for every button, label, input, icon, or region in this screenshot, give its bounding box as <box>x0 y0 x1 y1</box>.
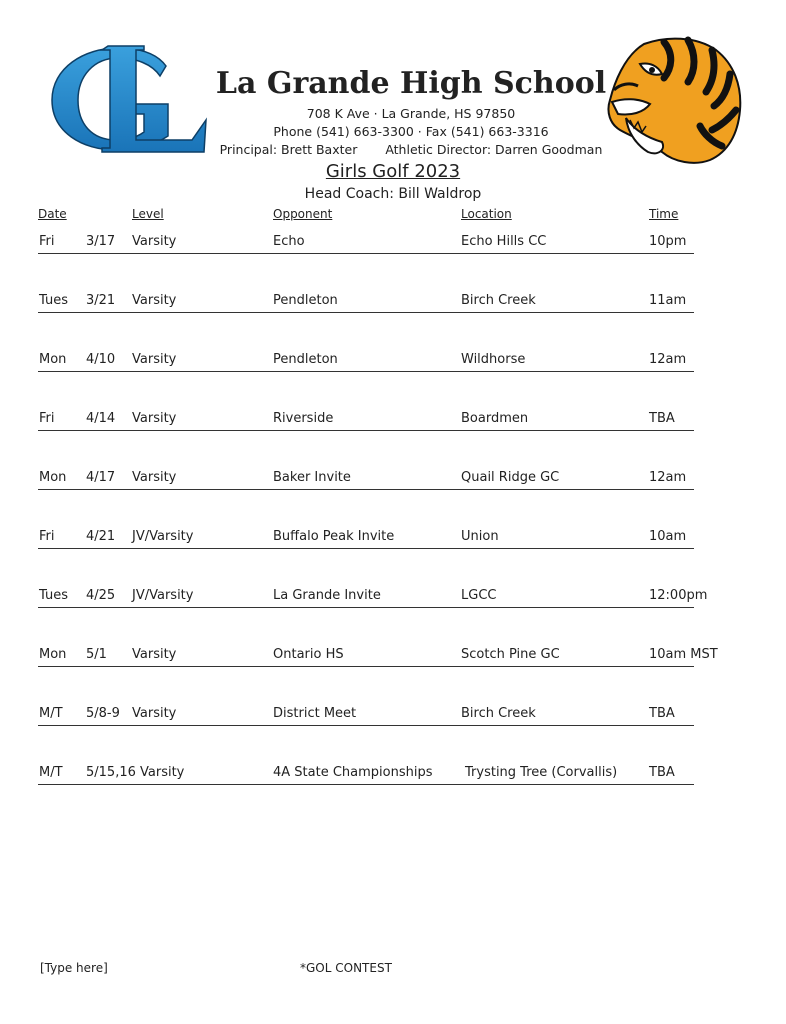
row-underline <box>38 371 694 372</box>
header-time: Time <box>649 207 679 221</box>
cell-date: 4/21 <box>86 529 116 544</box>
cell-day: Fri <box>39 529 55 544</box>
cell-location: Echo Hills CC <box>461 234 547 249</box>
cell-time: 12am <box>649 352 687 367</box>
cell-level: Varsity <box>132 470 177 485</box>
cell-day: Mon <box>39 470 67 485</box>
cell-date: 5/8-9 <box>86 706 120 721</box>
cell-time: TBA <box>649 765 675 780</box>
cell-date: 4/14 <box>86 411 116 426</box>
cell-day: M/T <box>39 706 63 721</box>
sport-title: Girls Golf 2023 <box>325 161 461 182</box>
cell-location: Boardmen <box>461 411 529 426</box>
cell-opponent: Ontario HS <box>273 647 344 662</box>
cell-day: Tues <box>39 293 68 308</box>
footer-note: *GOL CONTEST <box>300 961 392 975</box>
cell-level: Varsity <box>132 234 177 249</box>
cell-opponent: Baker Invite <box>273 470 351 485</box>
table-row <box>36 470 686 490</box>
cell-opponent: District Meet <box>273 706 357 721</box>
row-underline <box>38 607 694 608</box>
cell-time: 12am <box>649 470 687 485</box>
cell-date: 4/10 <box>86 352 116 367</box>
cell-time: 10pm <box>649 234 687 249</box>
cell-level: Varsity <box>132 647 177 662</box>
table-row <box>36 529 686 549</box>
row-underline <box>38 548 694 549</box>
table-row <box>36 293 686 313</box>
table-row <box>36 765 686 785</box>
cell-time: 10am MST <box>649 647 718 662</box>
table-row <box>36 234 686 254</box>
header-date: Date <box>38 207 67 221</box>
cell-opponent: Buffalo Peak Invite <box>273 529 395 544</box>
table-row <box>36 411 686 431</box>
cell-time: 11am <box>649 293 687 308</box>
row-underline <box>38 489 694 490</box>
cell-opponent: Echo <box>273 234 305 249</box>
cell-level: Varsity <box>132 352 177 367</box>
row-underline <box>38 666 694 667</box>
cell-time: TBA <box>649 706 675 721</box>
cell-date: 3/21 <box>86 293 116 308</box>
table-row <box>36 706 686 726</box>
school-address: 708 K Ave · La Grande, HS 97850 <box>306 106 516 121</box>
row-underline <box>38 312 694 313</box>
cell-opponent: Riverside <box>273 411 334 426</box>
table-row <box>36 588 708 608</box>
cell-level: Varsity <box>132 411 177 426</box>
cell-date: 5/1 <box>86 647 107 662</box>
school-contact: Phone (541) 663-3300 · Fax (541) 663-3316 <box>273 124 549 139</box>
cell-day: Fri <box>39 234 55 249</box>
cell-day: Mon <box>39 352 67 367</box>
cell-date: 4/25 <box>86 588 116 603</box>
cell-location: Birch Creek <box>461 706 536 721</box>
cell-level: JV/Varsity <box>132 529 194 544</box>
cell-level: JV/Varsity <box>132 588 194 603</box>
cell-location: LGCC <box>461 588 497 603</box>
cell-opponent: La Grande Invite <box>273 588 381 603</box>
staff-line <box>0 142 786 157</box>
cell-level: Varsity <box>132 706 177 721</box>
cell-time: 12:00pm <box>649 588 708 603</box>
cell-location: Union <box>461 529 499 544</box>
athletic-director: Athletic Director: Darren Goodman <box>385 142 603 157</box>
school-name: La Grande High School <box>215 66 607 101</box>
cell-opponent: Pendleton <box>273 352 338 367</box>
row-underline <box>38 430 694 431</box>
principal: Principal: Brett Baxter <box>219 142 358 157</box>
cell-time: TBA <box>649 411 675 426</box>
cell-day: M/T <box>39 765 63 780</box>
cell-date: 3/17 <box>86 234 116 249</box>
head-coach: Head Coach: Bill Waldrop <box>304 186 482 202</box>
table-row <box>36 647 718 667</box>
row-underline <box>38 725 694 726</box>
row-underline <box>38 253 694 254</box>
cell-location: Scotch Pine GC <box>461 647 560 662</box>
cell-date: 5/15,16 <box>86 765 136 780</box>
cell-day: Tues <box>39 588 68 603</box>
cell-level: Varsity <box>140 765 185 780</box>
cell-opponent: Pendleton <box>273 293 338 308</box>
cell-day: Fri <box>39 411 55 426</box>
cell-location: Wildhorse <box>461 352 526 367</box>
cell-location: Trysting Tree (Corvallis) <box>465 765 618 780</box>
cell-location: Birch Creek <box>461 293 536 308</box>
cell-day: Mon <box>39 647 67 662</box>
cell-date: 4/17 <box>86 470 116 485</box>
header-opponent: Opponent <box>273 207 333 221</box>
table-row <box>36 352 686 372</box>
cell-location: Quail Ridge GC <box>461 470 560 485</box>
footer-placeholder: [Type here] <box>40 961 108 975</box>
row-underline <box>38 784 694 785</box>
header-level: Level <box>132 207 164 221</box>
cell-level: Varsity <box>132 293 177 308</box>
cell-opponent: 4A State Championships <box>273 765 433 780</box>
header-location: Location <box>461 207 512 221</box>
cell-time: 10am <box>649 529 687 544</box>
